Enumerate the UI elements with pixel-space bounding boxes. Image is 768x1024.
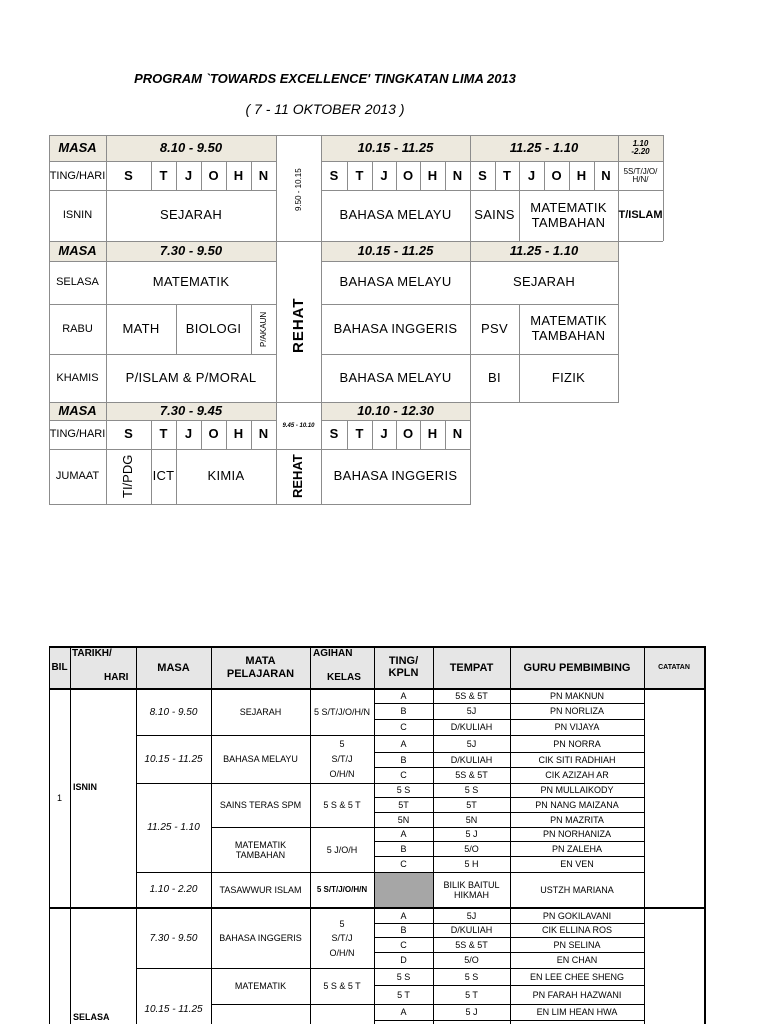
header-agihan: AGIHAN [313, 648, 353, 659]
class-letter: H [427, 426, 438, 442]
class-letter: J [380, 167, 388, 183]
masa-cell: 7.30 - 9.50 [149, 932, 198, 944]
tempat-cell: D/KULIAH [450, 754, 493, 765]
ting-cell: C [400, 722, 407, 733]
tempat-cell: 5S & 5T [455, 770, 488, 781]
class-letter: N [452, 426, 463, 442]
subject-cell: SEJARAH [159, 207, 223, 223]
break-time: 9.50 - 10.15 [293, 168, 303, 212]
subject-cell: SAINS TERAS SPM [219, 800, 302, 811]
tempat-cell: 5T [466, 799, 477, 810]
guru-cell: CIK SITI RADHIAH [538, 754, 616, 765]
guru-cell: PN GOKILAVANI [542, 910, 612, 921]
subject-cell: KIMIA [207, 468, 245, 484]
tempat-cell: BILIK BAITUL HIKMAH [443, 879, 500, 900]
header-tarikh: TARIKH/ [72, 648, 112, 659]
class-letter: H [233, 426, 244, 442]
subject-cell: P/ISLAM & P/MORAL [125, 369, 257, 385]
ting-cell: B [400, 925, 407, 936]
day-isnin: ISNIN [62, 209, 93, 222]
tempat-cell: 5 S [464, 785, 479, 796]
subject-cell: BAHASA MELAYU [339, 207, 452, 223]
subject-cell: BAHASA MELAYU [339, 274, 452, 290]
day-selasa: SELASA [73, 1012, 110, 1022]
subject-cell: SEJARAH [512, 274, 576, 290]
day-khamis: KHAMIS [56, 371, 99, 384]
subject-cell: MATEMATIK [234, 981, 287, 992]
agihan-cell: 5 J/O/H [326, 844, 358, 855]
guru-cell: EN VEN [560, 859, 594, 870]
ting-cell: B [400, 843, 407, 854]
tempat-cell: 5J [466, 706, 477, 717]
guru-cell: PN NORLIZA [549, 706, 604, 717]
tempat-cell: 5/O [464, 843, 479, 854]
tempat-cell: 5 T [465, 989, 478, 1000]
class-letter: T [355, 167, 364, 183]
subject-cell: MATEMATIK TAMBAHAN [234, 839, 287, 860]
class-letter: T [355, 426, 364, 442]
subject-cell: MATEMATIK [152, 274, 230, 290]
time-slot: 11.25 - 1.10 [509, 139, 579, 155]
class-letter: H [427, 167, 438, 183]
guru-cell: PN NANG MAIZANA [535, 799, 619, 810]
guru-cell: EN LEE CHEE SHENG [529, 971, 625, 982]
guru-cell: CIK AZIZAH AR [545, 770, 609, 781]
subject-cell: TASAWWUR ISLAM [219, 884, 302, 895]
header-guru-pembimbing: GURU PEMBIMBING [523, 661, 631, 674]
guru-cell: PN NORRA [553, 738, 601, 749]
class-letter: J [527, 167, 536, 183]
class-letter: N [258, 426, 269, 442]
guru-cell: EN LIM HEAN HWA [536, 1007, 618, 1018]
tempat-cell: 5J [466, 738, 477, 749]
class-letter: O [208, 426, 219, 442]
subject-cell: MATEMATIK TAMBAHAN [530, 313, 607, 343]
subject-cell: BAHASA INGGERIS [333, 320, 458, 336]
masa-cell: 11.25 - 1.10 [147, 822, 200, 834]
masa-header: MASA [58, 242, 97, 258]
tempat-cell: D/KULIAH [450, 925, 493, 936]
tempat-cell: D/KULIAH [450, 722, 493, 733]
ting-cell: A [400, 690, 407, 701]
subject-cell: MATH [122, 320, 160, 336]
class-letter: S [124, 426, 133, 442]
class-letter: S [329, 167, 339, 183]
class-letter: J [184, 426, 193, 442]
header-hari: HARI [104, 672, 129, 683]
rehat-label: REHAT [289, 297, 307, 353]
class-letter: O [551, 167, 562, 183]
ting-cell: A [400, 910, 407, 921]
header-bil: BIL [51, 662, 68, 674]
masa-cell: 8.10 - 9.50 [149, 706, 198, 718]
agihan-cell: 5 S/T/J/O/H/N [313, 707, 370, 718]
class-letter: N [601, 167, 611, 183]
subject-cell: FIZIK [551, 369, 586, 385]
subject-cell: BAHASA MELAYU [339, 369, 452, 385]
ting-cell: A [400, 738, 407, 749]
day-rabu: RABU [62, 322, 93, 335]
agihan-cell: 5 S/T/J O/H/N [329, 918, 355, 958]
guru-cell: PN MAKNUN [549, 690, 604, 701]
subject-cell: PSV [481, 320, 508, 336]
subject-cell: BAHASA INGGERIS [333, 468, 458, 484]
ting-cell: 5 S [396, 785, 411, 796]
time-slot: 1.10 -2.20 [631, 139, 650, 156]
subject-cell: ICT [152, 468, 175, 484]
class-letter: T [159, 426, 168, 442]
header-kelas: KELAS [327, 672, 361, 683]
tempat-cell: 5 S [464, 971, 479, 982]
guru-cell: CIK ELLINA ROS [541, 925, 613, 936]
agihan-cell: 5 S & 5 T [323, 800, 361, 811]
break-time: 9.45 - 10.10 [282, 422, 315, 429]
class-letter: J [380, 426, 388, 442]
masa-header: MASA [58, 139, 97, 155]
guru-cell: PN MULLAIKODY [540, 785, 614, 796]
bil-number: 1 [56, 793, 62, 804]
subject-cell: BAHASA INGGERIS [219, 933, 302, 944]
ting-cell: D [400, 955, 407, 966]
subject-cell: BAHASA MELAYU [223, 754, 298, 765]
subject-cell: TI/PDG [120, 454, 136, 499]
tempat-cell: 5N [465, 814, 478, 825]
masa-cell: 10.15 - 11.25 [144, 753, 203, 765]
subject-cell: MATEMATIK TAMBAHAN [530, 199, 607, 230]
class-letter: S [329, 426, 339, 442]
ting-cell: B [400, 706, 407, 717]
ting-hari-label: TING/HARI [49, 428, 106, 441]
guru-cell: PN VIJAYA [554, 722, 600, 733]
day-isnin: ISNIN [73, 782, 98, 792]
class-letter: J [184, 167, 193, 183]
ting-cell: 5 T [397, 989, 410, 1000]
ting-cell: C [400, 939, 407, 950]
header-mata-pelajaran: MATA PELAJARAN [226, 655, 295, 680]
agihan-cell: 5 S/T/J O/H/N [329, 738, 355, 780]
tempat-cell: 5 J [465, 1007, 478, 1018]
page-subtitle: ( 7 - 11 OKTOBER 2013 ) [245, 101, 405, 117]
ting-cell: B [400, 754, 407, 765]
header-catatan: CATATAN [658, 663, 690, 671]
ting-cell: 5T [398, 799, 409, 810]
header-tempat: TEMPAT [449, 661, 494, 674]
subject-cell: SEJARAH [239, 707, 282, 718]
class-letter: H [576, 167, 587, 183]
tempat-cell: 5J [466, 910, 477, 921]
ting-cell: A [400, 1007, 407, 1018]
empty-ting-cell [375, 873, 433, 907]
ting-cell: C [400, 859, 407, 870]
subject-cell: BIOLOGI [185, 320, 242, 336]
masa-header: MASA [58, 402, 97, 418]
tempat-cell: 5S & 5T [455, 939, 488, 950]
header-ting-kpln: TING/ KPLN [388, 655, 419, 679]
class-letter: S [124, 167, 133, 183]
class-letter: N [258, 167, 269, 183]
guru-cell: PN SELINA [553, 939, 601, 950]
day-selasa: SELASA [56, 276, 99, 289]
time-slot: 11.25 - 1.10 [509, 242, 579, 258]
masa-cell: 1.10 - 2.20 [149, 884, 198, 896]
tempat-cell: 5 J [465, 829, 478, 840]
guru-cell: PN MAZRITA [550, 814, 604, 825]
tempat-cell: 5 H [464, 859, 479, 870]
time-slot: 10.15 - 11.25 [357, 139, 434, 155]
mentor-assignment-table [0, 640, 768, 1024]
class-letter: S [478, 167, 487, 183]
guru-cell: PN ZALEHA [551, 843, 602, 854]
tempat-cell: 5/O [464, 955, 479, 966]
class-letter: O [208, 167, 219, 183]
class-letter: O [402, 426, 414, 442]
guru-cell: PN FARAH HAZWANI [532, 989, 622, 1000]
tempat-cell: 5S & 5T [455, 690, 488, 701]
subject-cell: SAINS [474, 207, 515, 223]
rehat-label: REHAT [290, 454, 306, 499]
class-letter: H [233, 167, 244, 183]
time-slot: 10.15 - 11.25 [357, 242, 434, 258]
header-masa: MASA [157, 661, 190, 674]
subject-cell: T/ISLAM [618, 209, 663, 222]
class-letter: T [503, 167, 511, 183]
time-slot: 7.30 - 9.45 [159, 402, 223, 418]
ting-hari-label: TING/HARI [49, 169, 106, 182]
time-slot: 10.10 - 12.30 [357, 402, 434, 418]
day-jumaat: JUMAAT [55, 470, 100, 483]
agihan-cell: 5 S & 5 T [323, 981, 361, 992]
ting-cell: C [400, 770, 407, 781]
guru-cell: EN CHAN [556, 955, 598, 966]
ting-cell: 5N [397, 814, 410, 825]
subject-cell: P/AKAUN [258, 311, 268, 347]
masa-cell: 10.15 - 11.25 [144, 1004, 203, 1016]
guru-cell: PN NORHANIZA [542, 829, 611, 840]
ting-cell: A [400, 829, 407, 840]
class-letter: N [452, 167, 463, 183]
class-letter: T [159, 167, 168, 183]
ting-cell: 5 S [396, 971, 411, 982]
class-letter: O [402, 167, 414, 183]
time-slot: 8.10 - 9.50 [159, 139, 223, 155]
page-title: PROGRAM `TOWARDS EXCELLENCE' TINGKATAN LIMA 2013 [134, 70, 516, 86]
time-slot: 7.30 - 9.50 [159, 242, 223, 258]
subject-cell: BI [488, 369, 501, 385]
guru-cell: USTZH MARIANA [540, 884, 614, 895]
class-list: 5S/T/J/O/ H/N/ [623, 166, 658, 184]
agihan-cell: 5 S/T/J/O/H/N [316, 885, 368, 895]
